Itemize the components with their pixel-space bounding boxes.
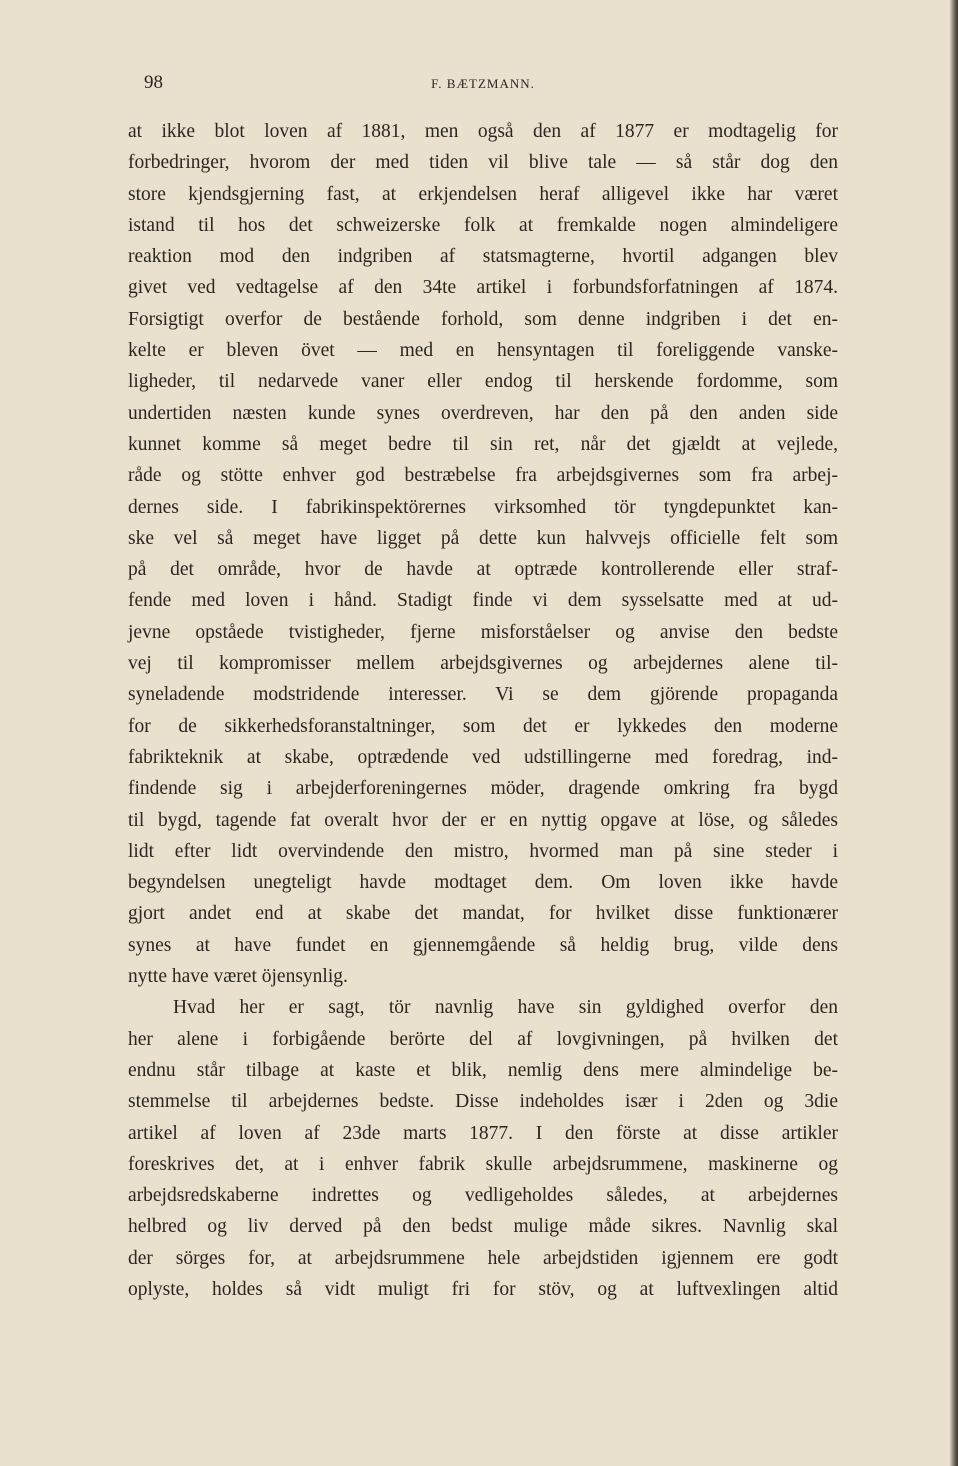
text-line: jevne opståede tvistigheder, fjerne misforståelser og anvise den bedste — [128, 621, 838, 643]
text-line: ske vel så meget have ligget på dette kun halvvejs officielle felt som — [128, 527, 838, 549]
text-line: fende med loven i hånd. Stadigt finde vi dem sysselsatte med at ud- — [128, 590, 838, 612]
page-edge-shadow — [950, 0, 958, 1466]
text-line: arbejdsredskaberne indrettes og vedligeholdes således, at arbejdernes — [128, 1185, 838, 1207]
text-line: store kjendsgjerning fast, at erkjendelsen heraf alligevel ikke har været — [128, 183, 838, 205]
text-line: stemmelse til arbejdernes bedste. Disse indeholdes især i 2den og 3die — [128, 1091, 838, 1113]
text-line: til bygd, tagende fat overalt hvor der er en nyttig opgave at löse, og således — [128, 809, 838, 831]
text-line: synes at have fundet en gjennemgående så heldig brug, vilde dens — [128, 934, 838, 956]
text-line: helbred og liv derved på den bedst mulige måde sikres. Navnlig skal — [128, 1216, 838, 1238]
text-line: begyndelsen unegteligt havde modtaget dem. Om loven ikke havde — [128, 872, 838, 894]
text-line: råde og stötte enhver god bestræbelse fra arbejdsgivernes som fra arbej- — [128, 465, 838, 487]
text-line: syneladende modstridende interesser. Vi se dem gjörende propaganda — [128, 684, 838, 706]
text-line: her alene i forbigående berörte del af lovgivningen, på hvilken det — [128, 1028, 838, 1050]
text-line: lidt efter lidt overvindende den mistro, hvormed man på sine steder i — [128, 840, 838, 862]
text-line: findende sig i arbejderforeningernes möder, dragende omkring fra bygd — [128, 778, 838, 800]
text-line: kelte er bleven övet — med en hensyntagen til foreliggende vanske- — [128, 340, 838, 362]
text-line: at ikke blot loven af 1881, men også den af 1877 er modtagelig for — [128, 121, 838, 142]
page-number: 98 — [144, 72, 163, 93]
text-line: ligheder, til nedarvede vaner eller endog til herskende fordomme, som — [128, 371, 838, 393]
text-line: nytte have været öjensynlig. — [128, 966, 348, 988]
text-line: gjort andet end at skabe det mandat, for hvilket disse funktionærer — [128, 903, 838, 925]
body-text — [128, 116, 838, 1305]
text-line: kunnet komme så meget bedre til sin ret, når det gjældt at vejlede, — [128, 433, 838, 455]
text-line: foreskrives det, at i enhver fabrik skulle arbejdsrummene, maskinerne og — [128, 1153, 838, 1175]
text-line: vej til kompromisser mellem arbejdsgivernes og arbejdernes alene til- — [128, 653, 838, 675]
text-line: på det område, hvor de havde at optræde kontrollerende eller straf- — [128, 559, 838, 581]
running-title: F. BÆTZMANN. — [431, 76, 535, 91]
text-line: fabrikteknik at skabe, optrædende ved udstillingerne med foredrag, ind- — [128, 746, 838, 768]
text-line: Hvad her er sagt, tör navnlig have sin gyldighed overfor den — [173, 997, 838, 1019]
text-line: forbedringer, hvorom der med tiden vil blive tale — så står dog den — [128, 152, 838, 174]
text-line: der sörges for, at arbejdsrummene hele arbejdstiden igjennem ere godt — [128, 1247, 838, 1269]
text-line: givet ved vedtagelse af den 34te artikel i forbundsforfatningen af 1874. — [128, 277, 838, 299]
text-line: for de sikkerhedsforanstaltninger, som det er lykkedes den moderne — [128, 715, 838, 737]
text-line: Forsigtigt overfor de bestående forhold, som denne indgriben i det en- — [128, 308, 838, 330]
text-line: reaktion mod den indgriben af statsmagterne, hvortil adgangen blev — [128, 246, 838, 268]
text-line: endnu står tilbage at kaste et blik, nemlig dens mere almindelige be- — [128, 1059, 838, 1081]
page-header — [128, 72, 838, 98]
text-line: istand til hos det schweizerske folk at fremkalde nogen almindeligere — [128, 214, 838, 236]
text-line: oplyste, holdes så vidt muligt fri for stöv, og at luftvexlingen altid — [128, 1278, 838, 1300]
text-line: undertiden næsten kunde synes overdreven, har den på den anden side — [128, 402, 838, 424]
text-line: artikel af loven af 23de marts 1877. I den förste at disse artikler — [128, 1122, 838, 1144]
text-line: dernes side. I fabrikinspektörernes virksomhed tör tyngdepunktet kan- — [128, 496, 838, 518]
